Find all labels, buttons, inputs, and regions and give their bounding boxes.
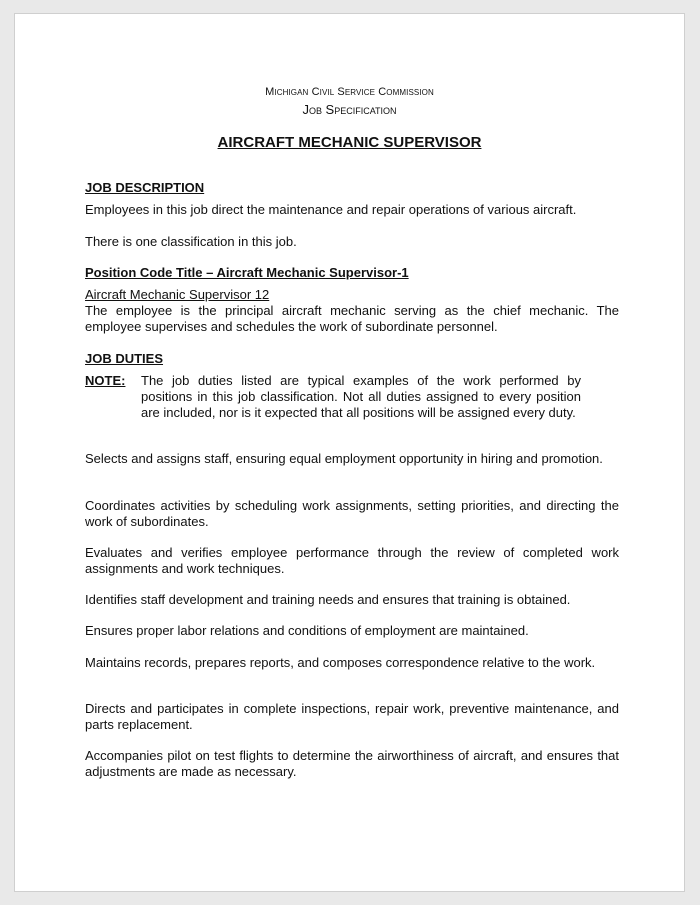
document-page — [14, 13, 685, 892]
job-title: AIRCRAFT MECHANIC SUPERVISOR — [217, 134, 482, 151]
position-description: The employee is the principal aircraft mechanic serving as the chief mechanic. The employee supervises and schedules the work of subordinate personnel. — [85, 303, 619, 334]
agency-name: Michigan Civil Service Commission — [265, 86, 434, 98]
position-code-heading: Position Code Title – Aircraft Mechanic Supervisor-1 — [85, 265, 409, 280]
duty-item: Directs and participates in complete inspections, repair work, preventive maintenance, and parts replacement. — [85, 701, 619, 732]
job-description-heading: JOB DESCRIPTION — [85, 180, 205, 195]
duty-item: Ensures proper labor relations and conditions of employment are maintained. — [85, 623, 529, 638]
duty-item: Identifies staff development and training needs and ensures that training is obtained. — [85, 592, 571, 607]
job-duties-heading: JOB DUTIES — [85, 351, 164, 366]
duty-item: Accompanies pilot on test flights to determine the airworthiness of aircraft, and ensures that adjustments are made as necessary. — [85, 748, 619, 779]
note-text: The job duties listed are typical examples of the work performed by positions in this job classification. Not all duties assigned to every position are included, nor is it expected that all positions will be assigned every duty. — [141, 373, 581, 420]
duty-item: Selects and assigns staff, ensuring equal employment opportunity in hiring and promotion. — [85, 451, 603, 466]
job-description-text: Employees in this job direct the maintenance and repair operations of various aircraft. — [85, 202, 577, 217]
duty-item: Maintains records, prepares reports, and composes correspondence relative to the work. — [85, 655, 596, 670]
position-subheading: Aircraft Mechanic Supervisor 12 — [85, 287, 270, 302]
duty-item: Coordinates activities by scheduling work assignments, setting priorities, and directing the work of subordinates. — [85, 498, 619, 529]
note-label: NOTE: — [85, 373, 126, 388]
duty-item: Evaluates and verifies employee performance through the review of completed work assignments and work techniques. — [85, 545, 619, 576]
classification-text: There is one classification in this job. — [85, 234, 297, 249]
document-type: Job Specification — [302, 102, 397, 117]
